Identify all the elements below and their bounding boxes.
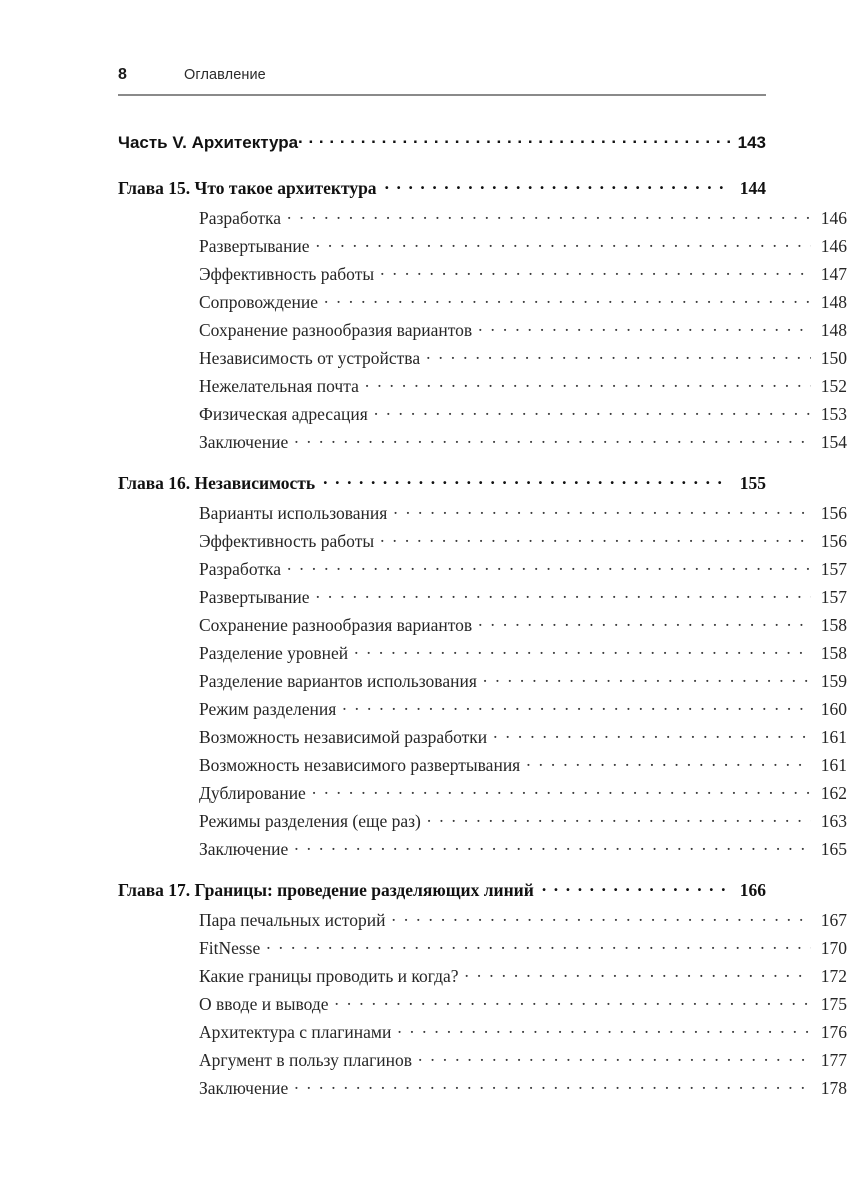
- page-title: Оглавление: [184, 67, 266, 83]
- dot-leader: [374, 403, 811, 421]
- toc-entry-label: Возможность независимой разработки: [199, 727, 488, 747]
- dot-leader: [465, 965, 811, 983]
- toc-entry-page: 156: [820, 503, 847, 523]
- toc-entry-row[interactable]: [118, 1049, 847, 1072]
- toc-part-row[interactable]: [118, 131, 766, 153]
- toc-entry-row[interactable]: [118, 937, 847, 960]
- toc-entry-label: Заключение: [199, 839, 289, 859]
- toc-entry-label: Пара печальных историй: [199, 910, 386, 930]
- toc-entry-label: Архитектура с плагинами: [199, 1022, 392, 1042]
- toc-entry-label: Эффективность работы: [199, 264, 375, 284]
- toc-entry-page: 148: [820, 320, 847, 340]
- toc-entry-page: 146: [820, 208, 847, 228]
- dot-leader: [298, 131, 732, 148]
- toc-chapter-row[interactable]: [118, 878, 766, 901]
- toc-chapter-label: Глава 15. Что такое архитектура: [118, 177, 377, 198]
- toc-entry-page: 153: [820, 404, 847, 424]
- toc-chapter-group: [118, 471, 847, 860]
- toc-chapter-page: 155: [739, 472, 766, 493]
- toc-entry-label: Независимость от устройства: [199, 348, 421, 368]
- toc-entry-page: 154: [820, 432, 847, 452]
- toc-chapter-page: 166: [739, 879, 766, 900]
- header-divider: [118, 94, 766, 96]
- toc-chapter-page: 144: [739, 177, 766, 198]
- toc-entry-page: 148: [820, 292, 847, 312]
- toc-chapter-group: [118, 176, 847, 453]
- toc-chapter-row[interactable]: [118, 471, 766, 494]
- toc-entry-label: Нежелательная почта: [199, 376, 359, 396]
- dot-leader: [393, 502, 811, 520]
- toc-entry-label: Режим разделения: [199, 699, 337, 719]
- toc-entry-page: 161: [820, 755, 847, 775]
- toc-entry-label: Аргумент в пользу плагинов: [199, 1050, 413, 1070]
- toc-entry-label: Дублирование: [199, 783, 306, 803]
- toc-entry-row[interactable]: [118, 375, 847, 398]
- toc-entry-label: Сохранение разнообразия вариантов: [199, 615, 473, 635]
- toc-entry-label: Варианты использования: [199, 503, 388, 523]
- toc-entry-row[interactable]: [118, 431, 847, 454]
- dot-leader: [312, 782, 811, 800]
- toc-entry-label: Развертывание: [199, 236, 310, 256]
- toc-entry-label: Эффективность работы: [199, 531, 375, 551]
- toc-entry-row[interactable]: [118, 319, 847, 342]
- toc-entry-row[interactable]: [118, 670, 847, 693]
- page-folio: 8: [118, 66, 127, 83]
- table-of-contents: [118, 131, 847, 1105]
- dot-leader: [365, 375, 811, 393]
- dot-leader: [478, 614, 811, 632]
- toc-entry-page: 158: [820, 615, 847, 635]
- toc-entry-row[interactable]: [118, 207, 847, 230]
- toc-entry-row[interactable]: [118, 782, 847, 805]
- toc-entry-page: 157: [820, 587, 847, 607]
- toc-entry-page: 161: [820, 727, 847, 747]
- toc-entry-row[interactable]: [118, 347, 847, 370]
- dot-leader: [426, 347, 811, 365]
- toc-entry-label: Возможность независимого развертывания: [199, 755, 521, 775]
- toc-entry-page: 167: [820, 910, 847, 930]
- dot-leader: [478, 319, 811, 337]
- toc-entry-label: О вводе и выводе: [199, 994, 329, 1014]
- toc-entry-page: 162: [820, 783, 847, 803]
- toc-entry-page: 177: [820, 1050, 847, 1070]
- dot-leader: [397, 1021, 811, 1039]
- toc-entry-row[interactable]: [118, 810, 847, 833]
- dot-leader: [342, 698, 811, 716]
- toc-entry-row[interactable]: [118, 263, 847, 286]
- toc-entry-page: 158: [820, 643, 847, 663]
- toc-entry-label: Режимы разделения (еще раз): [199, 811, 421, 831]
- toc-entry-page: 163: [820, 811, 847, 831]
- toc-entry-row[interactable]: [118, 1021, 847, 1044]
- dot-leader: [354, 642, 811, 660]
- toc-entry-row[interactable]: [118, 754, 847, 777]
- toc-entry-row[interactable]: [118, 965, 847, 988]
- toc-entry-page: 165: [820, 839, 847, 859]
- toc-entry-label: Сохранение разнообразия вариантов: [199, 320, 473, 340]
- dot-leader: [287, 207, 811, 225]
- dot-leader: [391, 909, 811, 927]
- running-header: [118, 62, 766, 88]
- toc-entry-row[interactable]: [118, 291, 847, 314]
- dot-leader: [427, 810, 811, 828]
- toc-entry-row[interactable]: [118, 1077, 847, 1100]
- toc-chapter-row[interactable]: [118, 176, 766, 199]
- dot-leader: [323, 471, 730, 489]
- toc-entry-row[interactable]: [118, 502, 847, 525]
- toc-entry-label: Разделение вариантов использования: [199, 671, 477, 691]
- toc-chapter-label: Глава 16. Независимость: [118, 472, 316, 493]
- toc-entry-row[interactable]: [118, 726, 847, 749]
- toc-entry-page: 146: [820, 236, 847, 256]
- toc-entry-row[interactable]: [118, 838, 847, 861]
- toc-entry-row[interactable]: [118, 698, 847, 721]
- toc-entry-row[interactable]: [118, 993, 847, 1016]
- toc-entry-label: FitNesse: [199, 938, 261, 958]
- dot-leader: [335, 993, 811, 1011]
- dot-leader: [294, 838, 811, 856]
- toc-entry-row[interactable]: [118, 235, 847, 258]
- dot-leader: [526, 754, 811, 772]
- toc-entry-page: 160: [820, 699, 847, 719]
- toc-entry-page: 156: [820, 531, 847, 551]
- toc-entry-row[interactable]: [118, 614, 847, 637]
- dot-leader: [287, 558, 811, 576]
- dot-leader: [294, 1077, 811, 1095]
- toc-entry-page: 172: [820, 966, 847, 986]
- toc-entry-label: Разработка: [199, 559, 282, 579]
- toc-entry-page: 176: [820, 1022, 847, 1042]
- toc-entry-page: 152: [820, 376, 847, 396]
- toc-part-page: 143: [737, 133, 766, 152]
- dot-leader: [418, 1049, 811, 1067]
- toc-entry-label: Заключение: [199, 1078, 289, 1098]
- toc-entry-row[interactable]: [118, 530, 847, 553]
- toc-entry-page: 170: [820, 938, 847, 958]
- toc-entry-page: 147: [820, 264, 847, 284]
- dot-leader: [542, 878, 730, 896]
- toc-entry-label: Заключение: [199, 432, 289, 452]
- toc-part-label: Часть V. Архитектура: [118, 133, 299, 152]
- toc-entry-row[interactable]: [118, 642, 847, 665]
- toc-entry-page: 150: [820, 348, 847, 368]
- dot-leader: [380, 263, 811, 281]
- toc-entry-label: Разработка: [199, 208, 282, 228]
- toc-entry-page: 157: [820, 559, 847, 579]
- toc-entry-page: 175: [820, 994, 847, 1014]
- dot-leader: [385, 176, 730, 194]
- dot-leader: [316, 586, 811, 604]
- toc-entry-label: Сопровождение: [199, 292, 319, 312]
- toc-entry-row[interactable]: [118, 586, 847, 609]
- dot-leader: [266, 937, 811, 955]
- toc-entry-row[interactable]: [118, 909, 847, 932]
- toc-entry-row[interactable]: [118, 558, 847, 581]
- toc-chapter-group: [118, 878, 847, 1099]
- toc-entry-label: Разделение уровней: [199, 643, 349, 663]
- toc-entry-label: Физическая адресация: [199, 404, 368, 424]
- toc-entry-row[interactable]: [118, 403, 847, 426]
- toc-entry-page: 159: [820, 671, 847, 691]
- dot-leader: [324, 291, 811, 309]
- toc-entry-page: 178: [820, 1078, 847, 1098]
- toc-entry-label: Развертывание: [199, 587, 310, 607]
- dot-leader: [493, 726, 811, 744]
- dot-leader: [294, 431, 811, 449]
- toc-entry-label: Какие границы проводить и когда?: [199, 966, 459, 986]
- toc-chapter-label: Глава 17. Границы: проведение разделяющих линий: [118, 879, 534, 900]
- dot-leader: [316, 235, 811, 253]
- dot-leader: [380, 530, 811, 548]
- dot-leader: [483, 670, 811, 688]
